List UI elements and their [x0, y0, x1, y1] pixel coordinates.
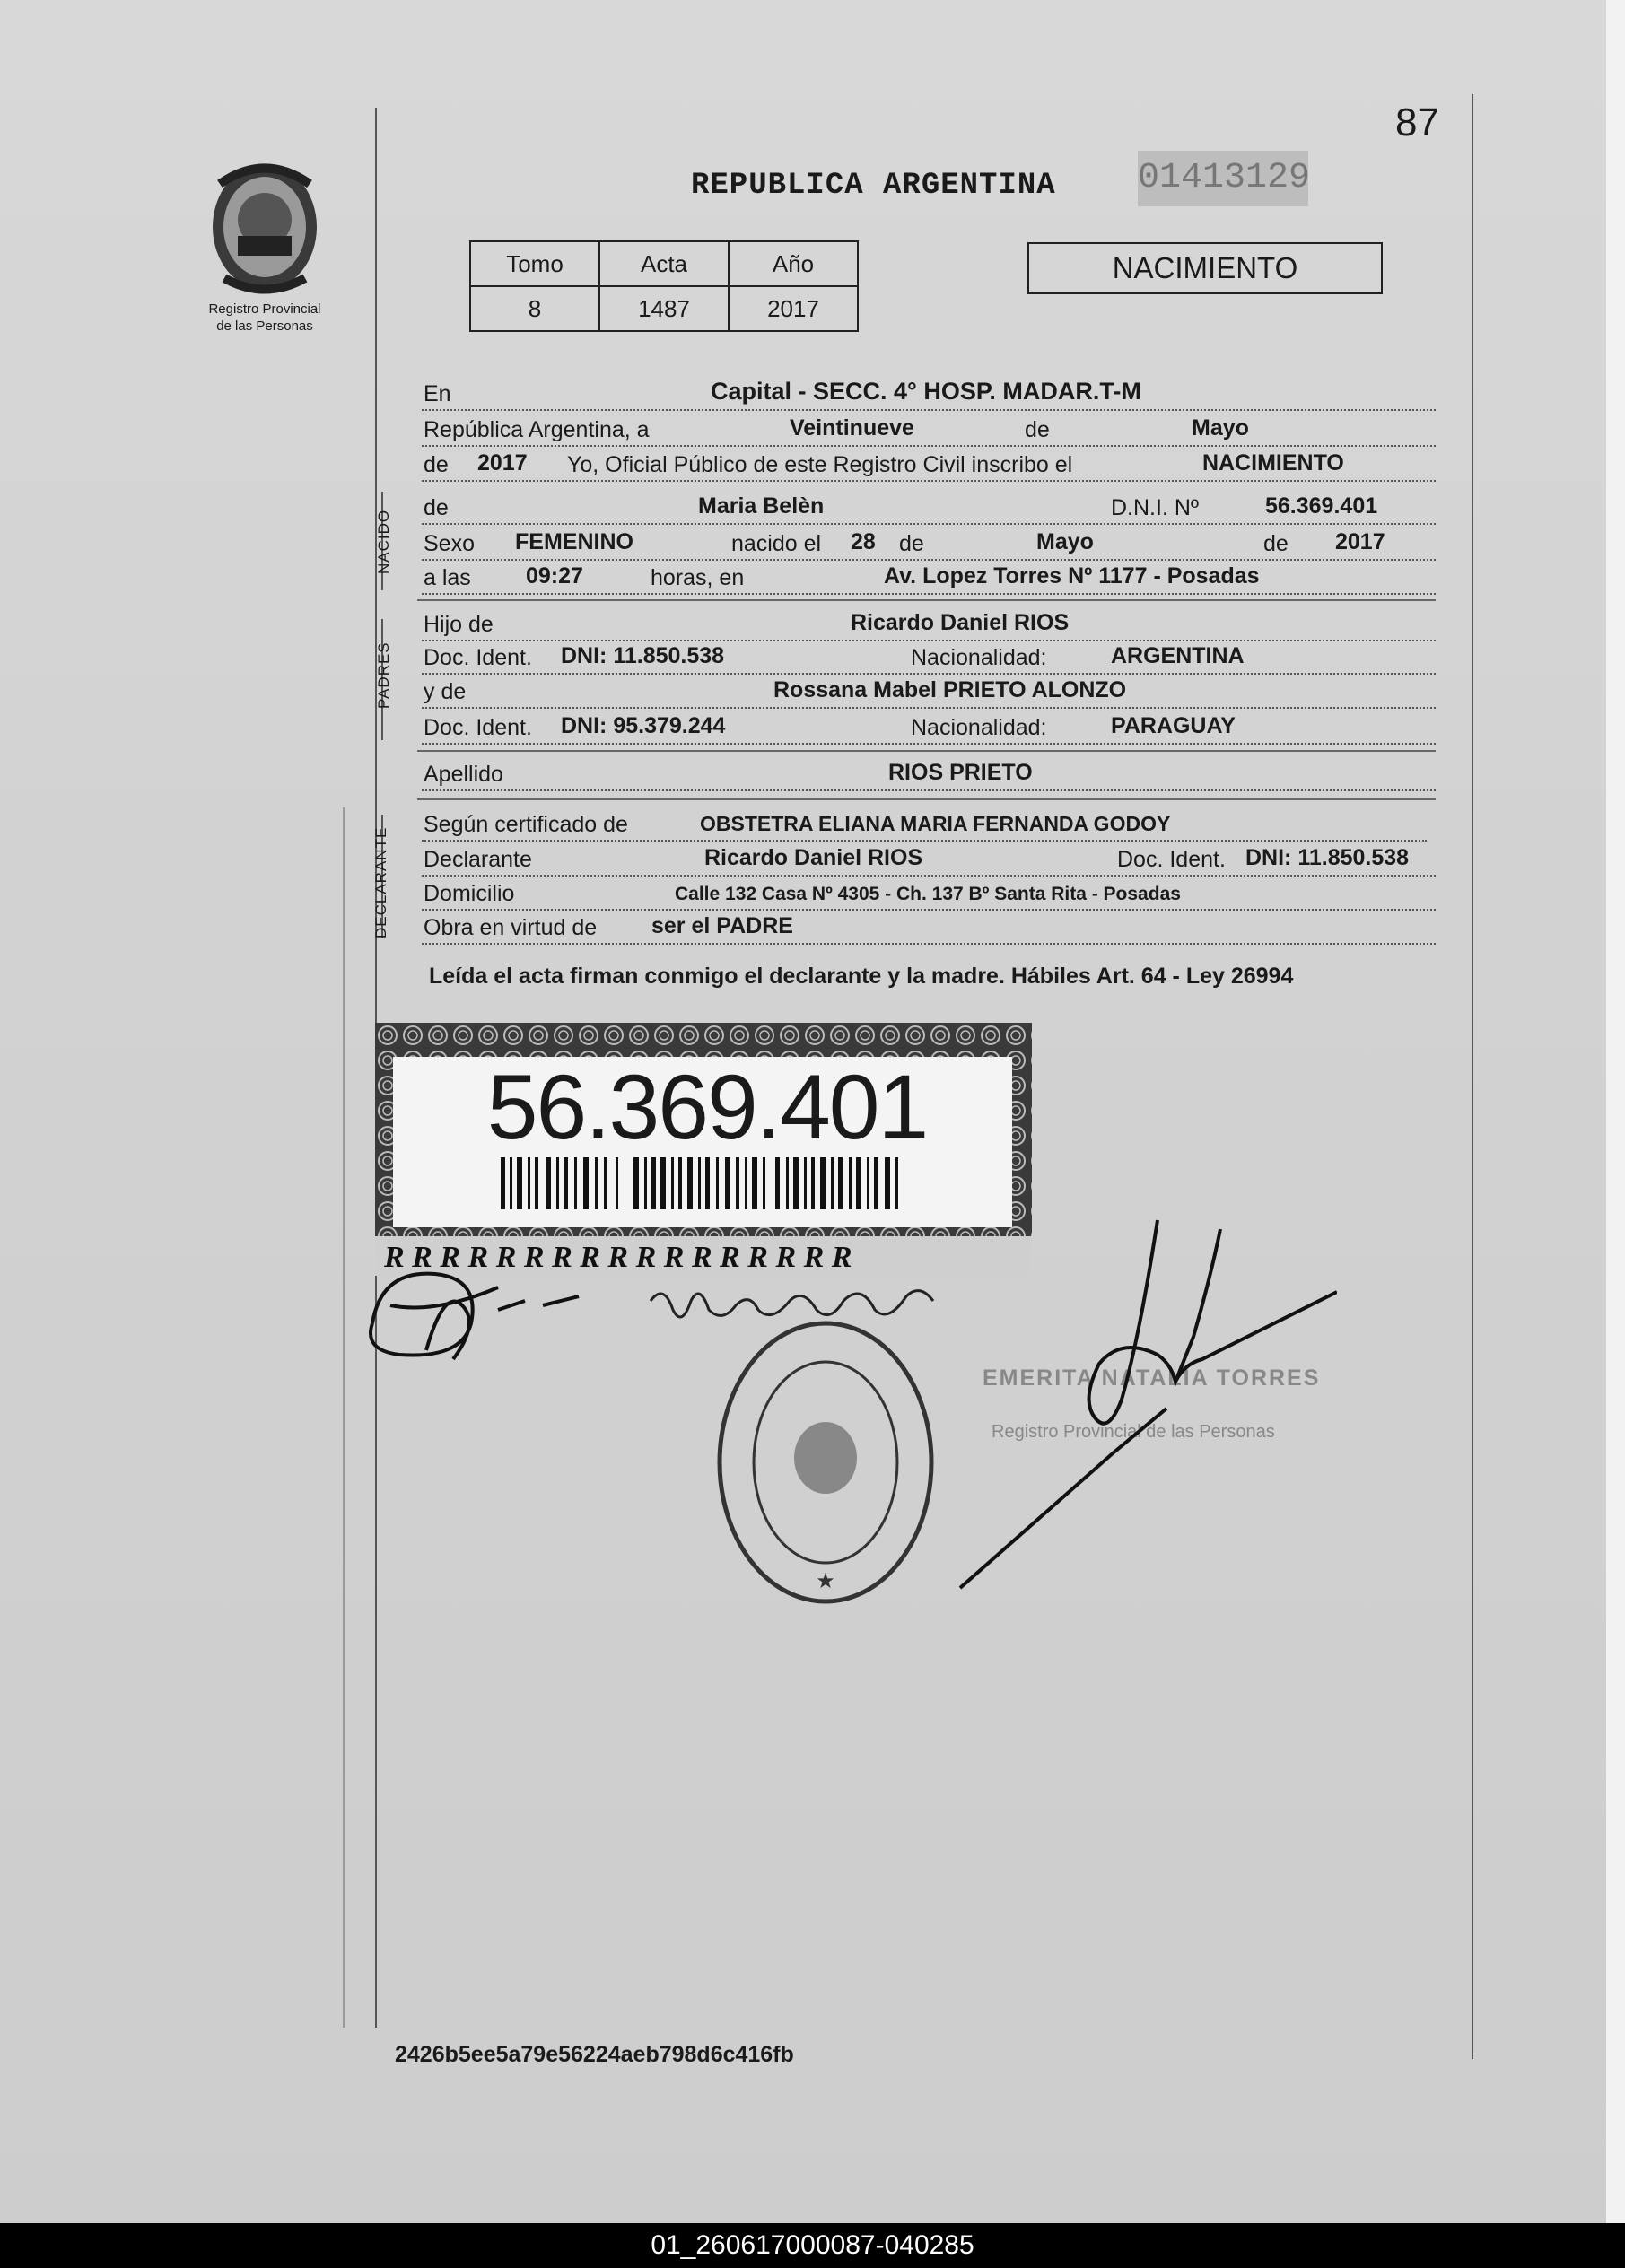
section-label-padres: PADRES [375, 641, 392, 709]
place-value: Capital - SECC. 4° HOSP. MADAR.T-M [711, 378, 1141, 405]
table-value-ano: 2017 [729, 286, 858, 331]
official-stamp-org: Registro Provincial de las Personas [992, 1422, 1275, 1442]
record-table-value-row [470, 286, 858, 331]
serial-number-stamp: 01413129 [1138, 151, 1308, 206]
obra-value: ser el PADRE [651, 913, 793, 938]
father-nationality-value: ARGENTINA [1111, 643, 1245, 668]
page-number: 87 [1395, 100, 1439, 144]
table-header-acta: Acta [599, 241, 729, 286]
official-signature-icon [933, 1202, 1337, 1597]
month-value: Mayo [1192, 415, 1249, 441]
row-place: En Capital - SECC. 4° HOSP. MADAR.T-M [422, 375, 1436, 411]
table-value-acta: 1487 [599, 286, 729, 331]
sticker-dni-number: 56.369.401 [486, 1056, 928, 1158]
country-title: REPUBLICA ARGENTINA [691, 169, 1056, 203]
father-doc-value: DNI: 11.850.538 [561, 643, 725, 668]
svg-text:R R R R R R R R R R R R R R R: R R R R R R R R R R R R R R R R R [384, 1241, 852, 1274]
birth-year-value: 2017 [1335, 529, 1385, 554]
row-father: Hijo de Ricardo Daniel RIOS [422, 606, 1436, 641]
birth-place-value: Av. Lopez Torres Nº 1177 - Posadas [884, 563, 1260, 589]
registry-name: Registro Provincial de las Personas [208, 301, 321, 334]
declarante-signature-icon [363, 1252, 588, 1368]
day-value: Veintinueve [790, 415, 914, 441]
province-coat-of-arms-icon [202, 157, 328, 296]
row-declarante: Declarante Ricardo Daniel RIOS Doc. Ident. DNI: 11.850.538 [422, 841, 1436, 877]
act-type-box: NACIMIENTO [1027, 242, 1383, 294]
birth-day-value: 28 [851, 529, 876, 554]
document-hash: 2426b5ee5a79e56224aeb798d6c416fb [395, 2042, 794, 2067]
table-value-tomo: 8 [470, 286, 599, 331]
official-stamp-name: EMERITA NATALIA TORRES [983, 1365, 1321, 1391]
row-mother-doc: Doc. Ident. DNI: 95.379.244 Nacionalidad: PARAGUAY [422, 709, 1436, 745]
scan-id-strip: 01_260617000087-040285 [0, 2223, 1625, 2268]
row-mother: y de Rossana Mabel PRIETO ALONZO [422, 673, 1436, 709]
child-dni-value: 56.369.401 [1265, 493, 1378, 519]
registry-seal-icon [709, 1310, 942, 1615]
record-table [469, 240, 859, 332]
row-time-place: a las 09:27 horas, en Av. Lopez Torres Nº 1177 - Posadas [422, 559, 1436, 595]
mother-name-value: Rossana Mabel PRIETO ALONZO [773, 677, 1127, 702]
row-certificate: Según certificado de OBSTETRA ELIANA MARIA FERNANDA GODOY [422, 806, 1427, 842]
child-name-value: Maria Belèn [698, 493, 825, 519]
row-father-doc: Doc. Ident. DNI: 11.850.538 Nacionalidad: ARGENTINA [422, 639, 1436, 675]
row-name: de Maria Belèn D.N.I. Nº 56.369.401 [422, 489, 1436, 525]
birth-time-value: 09:27 [526, 563, 583, 589]
declarante-name-value: Ricardo Daniel RIOS [704, 845, 923, 870]
row-domicilio: Domicilio Calle 132 Casa Nº 4305 - Ch. 137 Bº Santa Rita - Posadas [422, 875, 1436, 911]
right-margin-line [1472, 94, 1473, 2059]
row-date: República Argentina, a Veintinueve de Mayo [422, 411, 1436, 447]
row-surname: Apellido RIOS PRIETO [422, 755, 1436, 791]
section-label-nacido: NACIDO [375, 509, 392, 574]
section-label-declarante: DECLARANTE [372, 826, 389, 938]
act-word-value: NACIMIENTO [1202, 450, 1344, 475]
father-name-value: Ricardo Daniel RIOS [851, 610, 1070, 635]
table-header-ano: Año [729, 241, 858, 286]
certificate-value: OBSTETRA ELIANA MARIA FERNANDA GODOY [700, 812, 1171, 835]
surname-value: RIOS PRIETO [888, 760, 1033, 785]
left-gutter-line [343, 807, 345, 2028]
row-obra: Obra en virtud de ser el PADRE [422, 909, 1436, 945]
mother-doc-value: DNI: 95.379.244 [561, 713, 726, 738]
sex-value: FEMENINO [515, 529, 633, 554]
table-header-tomo: Tomo [470, 241, 599, 286]
birth-month-value: Mayo [1036, 529, 1094, 554]
declarante-doc-value: DNI: 11.850.538 [1245, 845, 1410, 870]
record-table-header-row [470, 241, 858, 286]
closing-text: Leída el acta firman conmigo el declarante y la madre. Hábiles Art. 64 - Ley 26994 [429, 964, 1294, 989]
row-sex: Sexo FEMENINO nacido el 28 de Mayo de 2017 [422, 525, 1436, 561]
row-official: de 2017 Yo, Oficial Público de este Registro Civil inscribo el NACIMIENTO [422, 446, 1436, 482]
mother-nationality-value: PARAGUAY [1111, 713, 1236, 738]
page-edge [1606, 0, 1625, 2223]
svg-text:★: ★ [816, 1569, 835, 1593]
year-value: 2017 [477, 450, 528, 475]
domicilio-value: Calle 132 Casa Nº 4305 - Ch. 137 Bº Santa Rita - Posadas [675, 884, 1181, 904]
